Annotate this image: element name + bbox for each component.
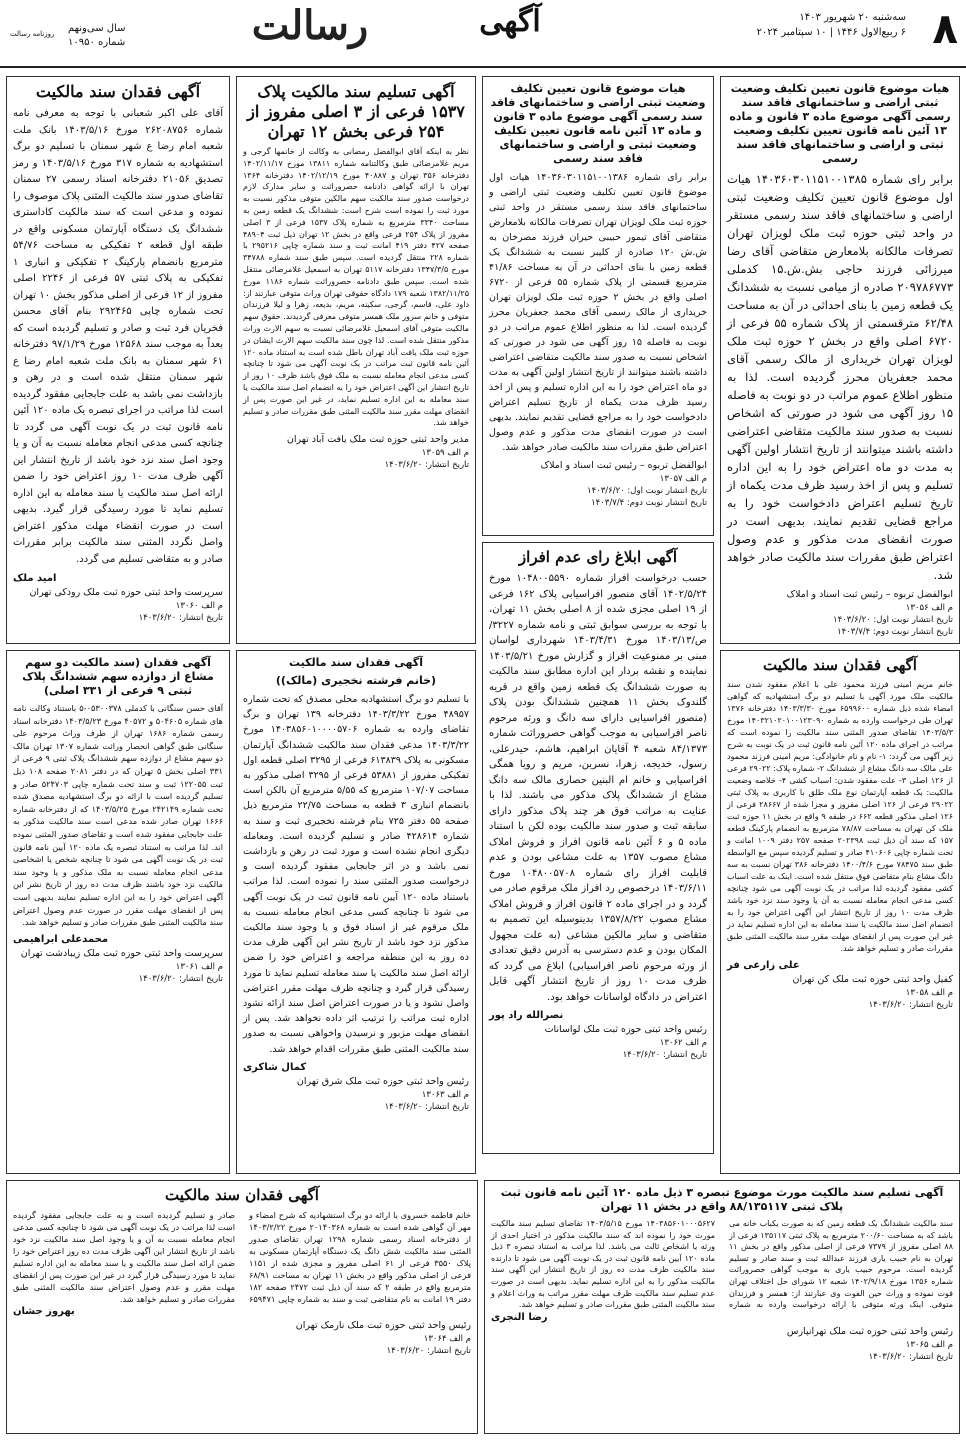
ad-title: هیات موضوع قانون تعیین تکلیف وضعیت ثبتی اراضی و ساختمانهای فاقد سند رسمی آگهی موضوع ماده ۳ قانون و ماده ۱۳ آئین نامه قانون تعیین تکلیف وضعیت ثبتی و اراضی و ساختمانهای فاقد سند رسمی [729, 82, 951, 165]
ad-date-1: تاریخ انتشار: ۱۴۰۳/۶/۲۰ [386, 1346, 471, 1356]
ad-registration-1 [720, 76, 960, 644]
ad-signer-name: نصرالله راد پور [489, 1010, 564, 1021]
newspaper-logo: رسالت [251, 2, 369, 49]
ad-date-1: تاریخ انتشار: ۱۴۰۳/۶/۲۰ [622, 1050, 707, 1060]
ad-body: برابر رای شماره ۱۴۰۳۶۰۳۰۱۱۵۱۰۰۱۳۸۶ هیات اول موضوع قانون تعیین تکلیف وضعیت ثبتی اراضی و ساختمانهای فاقد سند رسمی مستقر در واحد ثبتی حوزه ثبت ملک لویزان تهران تصرفات مالکانه بلامعارض متقاضی آقای تیمور حبیبی حیران فرزند مصرخان به ش.ش ۱۲۰ صادره از کلیبر نسبت به ششدانگ یک قطعه زمین با بنای احداثی در آن به مساحت ۴۱/۸۶ مترمربع قسمتی از پلاک شماره ۵۵ فرعی از ۶۷۲۰ اصلی واقع در بخش ۲ حوزه ثبت ملک لویزان تهران خریداری از مالک رسمی آقای محمد جعفریان محرز گردیده است. لذا به منظور اطلاع عموم مراتب در دو نوبت به فاصله ۱۵ روز آگهی می شود در صورتی که اشخاص نسبت به صدور سند مالکیت متقاضی اعتراضی داشته باشند میتوانند از تاریخ انتشار اولین آگهی به مدت دو ماه اعتراض خود را به این اداره تسلیم و پس از اخذ رسید ظرف مدت یکماه از تاریخ تسلیم اعتراض دادخواست خود را به مراجع قضایی تقدیم نمایند. بدیهی است در صورت انقضای مدت مذکور و عدم وصول اعتراض طبق مقررات سند مالکیت صادر خواهد شد. [489, 172, 708, 453]
ad-title: هیات موضوع قانون تعیین تکلیف وضعیت ثبتی اراضی و ساختمانهای فاقد سند رسمی آگهی موضوع ماده ۳ قانون و ماده ۱۳ آئین نامه قانون تعیین تکلیف وضعیت ثبتی و اراضی و ساختمانهای فاقد سند رسمی [490, 82, 706, 165]
date-other: ۶ ربیع‌الاول ۱۴۴۶ | ۱۰ سپتامبر ۲۰۲۴ [756, 27, 906, 38]
edition-year: سال سی‌ونهم [68, 23, 126, 34]
ad-signer: کفیل واحد ثبتی حوزه ثبت ملک کن تهران [792, 974, 953, 985]
page-header [0, 0, 966, 68]
ad-date-1: تاریخ انتشار: ۱۴۰۳/۶/۲۰ [868, 1000, 953, 1010]
publisher-logo: روزنامه رسالت [10, 30, 55, 38]
ad-id: م الف ۱۳۰۶۲ [659, 1038, 707, 1048]
ad-date-1: تاریخ انتشار نوبت اول: ۱۴۰۳/۶/۲۰ [833, 615, 953, 625]
ad-body: آقای حسن سنگانی با کدملی ۰۵۳۰۰۳۷۸-۵ باستناد وکالت نامه های شماره ۵۰۴۶۰۵ و ۴۰۵۷۲ مورخ ۱۴۰۳/۵/۲۳ دفترخانه اسناد رسمی شماره ۱۶۸۶ تهران از طرف وراث مرحوم علی سنگانی طبق گواهی انحصار وراثت شماره ۱۳۰۷ تهران مالک دو سهم مشاع از دوازده سهم ششدانگ پلاک ثبتی ۹ فرعی از ۳۳۱ اصلی بخش ۵ تهران که در دفتر ۲۰۸۱ صفحه ۱۰۸ ذیل ثبت ۱۲۲۰۵۵ ثبت و سند تحت شماره چاپی ۵۲۴۷۰۳ صادر و تسلیم گردیده است با ارائه دو برگ استشهادیه مصدق شده تحت شماره ۲۴۲۱۴۹ مورخ ۱۴۰۳/۵/۲۵ که از دفترخانه شماره ۱۶۶۶ تهران صادر شده مدعی است سند مالکیت مذکور به علت جابجایی مفقود شده است و تقاضای صدور المثنی نموده اند. لذا مراتب به استناد تبصره یک ماده ۱۲۰ آیین نامه قانون ثبت در یک نوبت آگهی می شود تا چنانچه شخص یا اشخاصی مدعی انجام معامله نسبت به ملک مذکور و یا وجود سند مالکیت نزد خود باشند ظرف مدت ده روز از تاریخ نشر این آگهی اعتراض خود را به این اداره تسلیم نمایند بدیهی است پس از انقضای مهلت مقرر در صورت عدم وصول اعتراض سند مالکیت المثنی طبق مقررات صادر و تسلیم خواهد شد. [13, 703, 224, 928]
ad-title-deed-delivery [236, 76, 476, 644]
ad-no-partition [482, 542, 714, 1154]
ad-signer: رئیس واحد ثبتی حوزه ثبت ملک تهرانپارس [786, 1325, 953, 1337]
ad-registration-2 [482, 76, 714, 536]
ad-signer: ابوالفضل تربوه – رئیس ثبت اسناد و املاک [786, 589, 953, 600]
ad-id: م الف ۱۳۰۶۵ [905, 1339, 953, 1350]
ad-body: حسب درخواست افراز شماره ۱۰۴۸۰۰۵۵۹۰ مورخ ۱۴۰۲/۵/۲۴ آقای منصور افراسیابی پلاک ۱۶۲ فرعی از ۱۹ اصلی مجزی شده از ۸ اصلی بخش ۱۱ تهران، با توجه به بررسی سوابق ثبتی و نامه شماره ۳۲۲۷/ص/۱۴۰۳/۱۳ مورخ ۱۴۰۳/۴/۳۱ شهرداری لواسان مبنی بر ممنوعیت افراز و گزارش مورخ ۱۴۰۳/۵/۲۱ نماینده و نقشه بردار این اداره مطابق سند مالکیت به صورت ششدانگ یک قطعه زمین واقع در قریه گلندوک بخش ۱۱ همچنین ششدانگ بودن پلاک (منصور افراسیابی دارای سه دانگ و ورثه مرحوم ناصر افراسیابی به موجب گواهی حصروراثت شماره ۸۴/۱۳۷۳ شعبه ۴ آقایان ابراهیم، هاشم، حیدرعلی، رسول، خدیجه، زهرا، نسرین، مریم و رویا همگی افراسیابی و خانم ام البنین حصاری مالک سه دانگ مشاع از ششدانگ پلاک مذکور می باشند. لذا با عنایت به مراتب فوق هر چند پلاک مذکور دارای سابقه ثبت و صدور سند مالکیت بوده لکن با استناد ماده ۵ و ۶ آئین نامه قانون افراز و فروش املاک مشاع مصوب ۱۳۵۷ به علت مشاعی بودن و عدم قابلیت افراز رای شماره ۱۰۴۸۰۰۵۷۰۸ مورخ ۱۴۰۳/۶/۱۱ درخصوص رد افراز ملک مرقوم صادر می گردد و در اجرای ماده ۲ قانون افراز و فروش املاک مشاع مصوب ۱۳۵۷/۸/۲۲ بدینوسیله این تصمیم به متقاضی و سایر مالکین مشاعی (به علت مجهول المکان بودن و عدم دسترسی به آدرس دقیق تعدادی از ورثه مرحوم ناصر افراسیابی) ابلاغ می گردد که ظرف مدت ۱۰ روز از تاریخ انتشار آگهی قابل اعتراض در دادگاه لواسانات خواهد بود. [489, 573, 708, 1003]
section-title: آگهی [479, 4, 541, 39]
ad-date-2: تاریخ انتشار نوبت دوم: ۱۴۰۳/۷/۴ [591, 498, 707, 508]
ad-signer: رئیس واحد ثبتی حوزه ثبت ملک نارمک تهران [295, 1320, 471, 1331]
ad-body: نظر به اینکه آقای ابوالفضل رمضانی به وکالت از خانمها گرجی و مریم غلامرضائی طبق وکالتنامه شماره ۱۳۸۱۱ مورخ ۱۴۰۲/۱۱/۱۷ دفترخانه ۳۵۶ تهران و ۴۰۸۸۷ مورخ ۱۴۰۲/۱۲/۱۹ دفترخانه ۱۳۶۴ تهران با ارائه گواهی دادنامه حصروراثت و سایر مدارک لازم درخواست صدور سند مالکیت سهم مالکین متوفی مذکور نسبت به مورد ثبت را نموده است شرح است: ششدانگ یک قطعه زمین به مساحت ۳۳۴۰ مترمربع به شماره پلاک ۱۵۳۷ فرعی از ۳ اصلی مفروز از پلاک ۲۵۴ فرعی واقع در بخش ۱۲ تهران ذیل ثبت ۴۸۹۰۴ صفحه ۴۲۷ دفتر ۴۱۹ امانت ثبت و سند شماره چاپی ۲۹۵۲۱۶ با شماره ۲۲۸ منتقل گردیده است. سپس طبق سند شماره ۳۴۷۸۸ مورخ ۱۳۴۷/۳/۵ دفترخانه ۵۱۱۷ تهران به اسمعیل غلامرضائی منتقل شده است. سپس طبق دادنامه حصروراثت شماره ۱۱۸۶ مورخ ۱۳۸۲/۱۱/۲۵ شعبه ۱۷۹ دادگاه حقوقی تهران وراث متوفی عبارتند از: داود علی، قاسم، گرجی، سکینه، مریم، بدیعه، زهرا و لیلا فرزندان متوفی و خانم سرور ملک همسر متوفی معرفی گردیدند. حقوق سهم مالکیت متوفی آقای اسمعیل غلامرضائی نسبت به سهم الارث وراث مذکور منتقل شده است. لذا چون سند مالکیت سهم الارث ایشان در حوزه ثبت ملک یافت آباد تهران باطل شده است به استناد ماده ۱۲۰ آئین نامه قانون ثبت مراتب در یک نوبت آگهی می شود تا چنانچه کسی مدعی انجام معامله نسبت به ملک فوق باشد ظرف ۱۰ روز از تاریخ انتشار این آگهی اعتراض خود را به انضمام اصل سند مالکیت یا سند معامله به این اداره تسلیم نماید، در غیر این صورت پس از انقضای مهلت مقرر سند مالکیت المثنی طبق مقررات صادر و تسلیم خواهد شد. [243, 147, 470, 428]
edition-info [68, 22, 125, 50]
ad-subtitle: (خانم فرشته نخجیری (مالک)) [275, 674, 437, 687]
ad-body: برابر رای شماره ۱۴۰۳۶۰۳۰۱۱۵۱۰۰۱۳۸۵ هیات اول موضوع قانون تعیین تکلیف وضعیت ثبتی اراضی و ساختمانهای فاقد سند رسمی مستقر در واحد ثبتی حوزه ثبت ملک لویزان تهران تصرفات مالکانه بلامعارض متقاضی آقای رضا میرزائی فرزند حاجی بش.ش.۱۵ کدملی ۲۰۹۷۸۶۷۷۳ صادره از میامی نسبت به ششدانگ یک قطعه زمین با بنای احداثی در آن به مساحت ۶۲/۴۸ مترقسمتی از پلاک شماره ۵۵ فرعی از ۶۷۲۰ اصلی واقع در بخش ۲ حوزه ثبت ملک لویزان تهران خریداری از مالک رسمی آقای محمد جعفریان محرز گردیده است. لذا به منظور اطلاع عموم مراتب در دو نوبت به فاصله ۱۵ روز آگهی می شود در صورتی که اشخاص نسبت به صدور سند مالکیت متقاضی اعتراضی داشته باشند میتوانند از تاریخ انتشار اولین آگهی به مدت دو ماه اعتراض خود را به این اداره تسلیم و پس از اخذ رسید ظرف مدت یکماه از تاریخ تسلیم اعتراض دادخواست خود را به مراجع قضایی تقدیم نمایند. بدیهی است در صورت انقضای مدت مذکور و عدم وصول اعتراض طبق مقررات سند مالکیت صادر خواهد شد. [727, 172, 953, 582]
page-number: ۸ [932, 4, 958, 53]
ad-lost-deed-5 [6, 1180, 478, 1434]
ad-lost-deed-4 [6, 650, 230, 1174]
ad-date-1: تاریخ انتشار: ۱۴۰۳/۶/۲۰ [868, 1351, 953, 1362]
ad-signer-name: بهروز جشان [13, 1306, 75, 1317]
ad-title: آگهی فقدان سند مالکیت [35, 82, 201, 101]
ad-body: خانم مریم امینی فرزند محمود علی با اعلام مفقود شدن سند مالکیت ملک مورد آگهی با تسلیم دو برگ استشهادیه که گواهی امضاء شده ذیل شماره ۶۵۹۹۶۰۰ مورخ ۱۴۰۳/۳/۳۰ دفترخانه ۱۳۷۶ تهران طی درخواست وارده به شماره ۱۴۰۳۲۱۰۲۰۱۰۰۱۲۳۰۹۰ مورخ ۱۴۰۳/۵/۳ تقاضای صدور المثنی سند مالکیت را نموده است که مراتب در اجرای ماده ۱۲۰ آئین نامه قانون ثبت در یک نوبت به شرح زیر آگهی می گردد: ۱- نام و نام خانوادگی: مریم امینی فرزند محمود علی مالک سه دانگ مشاع از ششدانگ ۲- شماره پلاک: ۲۹۰۲۲ فرعی از ۱۲۶ اصلی ۳- علت مفقود شدن: اسباب کشی ۴- خلاصه وضعیت مالکیت: یک قطعه آپارتمان نوع ملک طلق با کاربری به پلاک ثبتی ۲۹۰۲۲ فرعی از ۱۲۶ اصلی مفروز و مجزا شده از ۲۸۶۶۷ فرعی از ۱۲۶ اصلی مذکور قطعه ۶۶۲ در طبقه ۹ واقع در بخش ۱۱ حوزه ثبت ملک کن تهران به مساحت ۷۸/۸۷ مترمربع به انضمام پارکینگ قطعه ۱۵۷ که سند آن ذیل ثبت ۲۰۲۳۹۸ صفحه ۲۵۷ دفتر ۱۰۰۹ امانت و تحت شماره چاپی ۴۱۰۶۰۶ صادر و تسلیم گردیده سپس مع الواسطه طبق سند ۷۸۴۷۵ مورخ ۱۴۰۰/۴/۶ دفترخانه ۳۸۶ تهران نسبت به سه دانگ مشاع بنام متقاضی فوق منتقل شده است. اینک به علت اسباب کشی مفقود گردیده لذا مراتب در یک نوبت آگهی می شود چنانچه کسی مدعی انجام معامله نسبت به آن یا وجود سند نزد خود باشد ظرف مدت ۱۰ روز از تاریخ انتشار این آگهی اعتراض خود را به انضمام اصل سند مالکیت یا سند معامله به این اداره تسلیم نماید در غیر این صورت پس از انقضای مهلت مقرر سند مالکیت المثنی طبق مقررات صادر و تسلیم خواهد شد. [727, 680, 954, 953]
ad-signer-name: محمدعلی ابراهیمی [13, 933, 109, 945]
ad-body: آقای علی اکبر شعبانی با توجه به معرفی نامه شماره ۲۶۲۰۸۷۵۶ مورخ ۱۴۰۳/۵/۱۶ بانک ملت شعبه امام رضا ع شهر سمنان با تسلیم دو برگ استشهادیه به شماره ۳۱۷ مورخ ۱۴۰۳/۵/۱۶ و رمز تصدیق ۲۱۰۵۶ دفترخانه اسناد رسمی ۲۷ سمنان تقاضای صدور سند مالکیت المثنی پلاک موصوف را نموده و مدعی است که سند مالکیت کاداستری ششدانگ یک دستگاه آپارتمان مسکونی واقع در طبقه اول قطعه ۲ تفکیکی به مساحت ۵۴/۷۶ مترمربع بانضمام پارکینگ ۲ تفکیکی و انباری ۱ تفکیکی به پلاک ثبتی ۵۷ فرعی از ۲۲۴۶ اصلی مفروز از ۱۲ فرعی از اصلی مذکور بخش ۱۰ تهران تحت شماره چاپی ۲۹۲۴۶۵ بنام آقای محسن فخریان فرد ثبت و صادر و تسلیم گردیده است که بعداً به موجب سند ۱۲۵۶۸ مورخ ۹۷/۱/۲۹ دفترخانه ۶۱ شهر سمنان به بانک ملت شعبه امام رضا ع شهر سمنان منتقل شده است و در رهن و بازداشت نمی باشد به علت جابجایی مفقود گردیده است لذا مراتب در اجرای تبصره یک ماده ۱۲۰ آئین نامه قانون ثبت در یک نوبت آگهی می گردد تا چنانچه کسی مدعی انجام معامله نسبت به آن و یا وجود اصل سند نزد خود باشد از تاریخ انتشار این آگهی ظرف مدت ۱۰ روز اعتراض خود را ضمن ارائه اصل سند مالکیت یا سند معامله به این اداره تسلیم نماید تا مورد رسیدگی قرار گیرد. بدیهی است در صورت انقضاء مهلت مذکور اعتراض واصل نگردد المثنی سند مالکیت برابر مقررات صادر و به متقاضی تسلیم می گردد. [13, 108, 224, 565]
ad-date-1: تاریخ انتشار: ۱۴۰۳/۶/۲۰ [384, 1101, 469, 1112]
ad-title: آگهی ابلاغ رای عدم افراز [518, 548, 678, 566]
ad-id: م الف ۱۳۰۵۷ [659, 474, 707, 484]
ad-title: آگهی فقدان سند مالکیت [165, 1186, 319, 1204]
ad-date-1: تاریخ انتشار: ۱۴۰۳/۶/۲۰ [138, 973, 223, 984]
ad-lost-deed-1 [6, 76, 230, 644]
ad-id: م الف ۱۳۰۶۱ [175, 961, 223, 972]
ad-body: با تسلیم دو برگ استشهادیه محلی مصدق که تحت شماره ۴۸۹۵۷ مورخ ۱۴۰۳/۳/۲۲ دفترخانه ۱۳۹ تهران و برگ تقاضای وارده به شماره ۱۴۰۳۸۵۶۰۱۰۰۰۰۵۷۰۶ مورخ ۱۴۰۳/۳/۲۲ مدعی فقدان سند مالکیت ششدانگ آپارتمان مسکونی به پلاک ۶۱۳۸۳۹ فرعی از ۳۲۹۵ اصلی قطعه اول تفکیکی مفروز از ۵۳۸۸۱ فرعی از ۳۲۹۵ اصلی مذکور به مساحت ۱۰۷/۰۷ مترمربع که ۵/۵۵ مترمربع آن بالکن است بانضمام انباری ۳ قطعه به مساحت ۲۲/۷۵ مترمربع ذیل صفحه ۵۵ دفتر ۷۲۵ بنام فرشته نخجیری ثبت و سند به شماره ۴۲۸۶۱۴ صادر و تسلیم گردیده است. ومعامله دیگری انجام نشده است و مورد ثبت در رهن و بازداشت نمی باشد و در اثر جابجایی مفقود گردیده است و درخواست صدور المثنی سند را نموده است. لذا مراتب باستناد ماده ۱۲۰ آیین نامه قانون ثبت در یک نوبت آگهی می شود تا چنانچه کسی مدعی انجام معامله نسبت به ملک مرقوم غیر از اسناد فوق و یا وجود سند مالکیت مذکور نزد خود باشد از تاریخ نشر این آگهی ظرف مدت ده روز به این منطقه مراجعه و اعتراض خود را ضمن ارائه اصل سند مالکیت یا سند معامله تسلیم نماید تا مورد رسیدگی قرار گیرد و چنانچه ظرف مهلت مقرر اعتراضی واصل نشود و یا در صورت اعتراض اصل سند ارائه نشود اداره ثبت مراتب را ترتیب اثر داده نخواهد شد. پس از انقضای مهلت مزبور و نرسیدن واخواهی نسبت به صدور سند مالکیت المثنی طبق مقررات اقدام خواهد شد. [243, 694, 470, 1055]
ad-signer: رئیس واحد ثبتی حوزه ثبت ملک شرق تهران [296, 1075, 469, 1087]
ad-id: م الف ۱۳۰۵۶ [905, 603, 953, 613]
ad-signer-name: کمال شاکری [243, 1061, 307, 1073]
ad-id: م الف ۱۳۰۶۴ [423, 1334, 471, 1344]
ad-signer-name: امید ملک [13, 573, 57, 584]
ad-signer: رئیس واحد ثبتی حوزه ثبت ملک لواسانات [544, 1024, 707, 1035]
ad-signer-name: رضا النجری [491, 1311, 548, 1323]
ad-id: م الف ۱۳۰۶۰ [175, 601, 223, 611]
ad-lost-deed-3 [236, 650, 476, 1174]
ad-date-2: تاریخ انتشار نوبت دوم: ۱۴۰۳/۷/۴ [837, 627, 953, 637]
ad-id: م الف ۱۳۰۶۳ [421, 1089, 469, 1100]
ad-date-1: تاریخ انتشار: ۱۴۰۳/۶/۲۰ [138, 613, 223, 623]
ad-body: سند مالکیت ششدانگ یک قطعه زمین که به صورت یکباب خانه می باشد که به مساحت ۲۰۰/۶۰ مترمربع به پلاک ثبتی ۱۳۵۱۱۷ فرعی از ۸۸ اصلی مفروز از ۷۳۷۹ فرعی از اصلی مذکور واقع در بخش ۱۱ تهران به نام حبیب یاری فرزند عبدالله ثبت و سند صادر و تسلیم گردیده است. مرحوم حبیب یاری به موجب گواهی حصروراثت شماره ۱۳۵۶ مورخ ۱۴۰۲/۹/۱۸ شعبه ۱۲ شورای حل اختلاف تهران فوت نموده و وراث حین الفوت وی عبارتند از: همسر و فرزندان متوفی. اینک ورثه متوفی با ارائه درخواست وارده به شماره ۱۴۰۳۸۵۶۰۱۰۰۰۵۶۲۷ مورخ ۱۴۰۳/۵/۱۵ تقاضای تسلیم سند مالکیت مورث خود را نموده اند که سند مالکیت مذکور در اختیار احدی از ورثه یا اشخاص ثالث می باشد. لذا مراتب به استناد تبصره ۳ ذیل ماده ۱۲۰ آیین نامه قانون ثبت در یک نوبت آگهی می شود تا دارنده سند مالکیت ظرف مدت ده روز از تاریخ انتشار این آگهی سند مالکیت مذکور را به این اداره تسلیم نماید. بدیهی است در صورت عدم تسلیم سند مالکیت ظرف مهلت مقرر مراتب به وراث اعلام و سند مالکیت المثنی طبق مقررات صادر و تسلیم خواهد شد. [491, 1219, 953, 1310]
ad-body: خانم فاطمه خسروی با ارائه دو برگ استشهادیه که شرح امضاء و مهر آن گواهی شده است به شماره ۲۰۱۴۰۳۶۸ مورخ ۱۴۰۳/۲/۲۲ از دفترخانه اسناد رسمی شماره ۱۲۹۸ تهران تقاضای صدور المثنی سند مالکیت شش دانگ یک دستگاه آپارتمان مسکونی به پلاک ۳۵۵۰ فرعی از ۶۱ اصلی مفروز و مجزی شده از ۱۱۵۱ فرعی از اصلی مذکور واقع در بخش ۱۱ تهران به مساحت ۶۸/۹۱ مترمربع واقع در طبقه ۲ که سند آن ذیل ثبت ۲۴۷۲ صفحه ۱۸۲ دفتر ۱۹ امانت به نام متقاضی ثبت و سند به شماره چاپی ۶۵۹۴۷۱ صادر و تسلیم گردیده است و به علت جابجایی مفقود گردیده است لذا مراتب در یک نوبت آگهی می شود تا چنانچه کسی مدعی انجام معامله نسبت به آن و یا وجود اصل سند مالکیت نزد خود باشد از تاریخ انتشار این آگهی ظرف مدت ده روز اعتراض خود را ضمن ارائه اصل سند مالکیت و یا سند معامله به این اداره تسلیم نماید تا مورد رسیدگی قرار گیرد در غیر این صورت پس از انقضای مهلت مقرر و عدم وصول اعتراض سند مالکیت المثنی طبق مقررات صادر و تسلیم خواهد شد. [13, 1210, 472, 1304]
ad-title: آگهی فقدان (سند مالکیت دو سهم مشاع از دوازده سهم ششدانگ پلاک ثبتی ۹ فرعی از ۳۳۱ اصلی) [22, 656, 214, 697]
ad-title: آگهی فقدان سند مالکیت [763, 656, 917, 674]
ad-date-1: تاریخ انتشار: ۱۴۰۳/۶/۲۰ [384, 460, 469, 471]
edition-number: شماره ۱۰۹۵۰ [68, 37, 126, 48]
ad-id: م الف ۱۳۰۵۹ [421, 448, 469, 459]
ad-title: آگهی فقدان سند مالکیت [289, 656, 423, 669]
date-persian: سه‌شنبه ۲۰ شهریور ۱۴۰۳ [799, 12, 906, 23]
ad-title: آگهی تسلیم سند مالکیت پلاک ۱۵۳۷ فرعی از ۳ اصلی مفروز از ۲۵۴ فرعی بخش ۱۲ تهران [247, 82, 465, 141]
ad-signer: ابوالفضل تربوه – رئیس ثبت اسناد و املاک [540, 460, 707, 471]
ad-date-1: تاریخ انتشار نوبت اول: ۱۴۰۳/۶/۲۰ [587, 486, 707, 496]
ad-signer: سرپرست واحد ثبتی حوزه ثبت ملک زیبادشت تهران [20, 947, 223, 959]
ad-heir-deed-delivery [484, 1180, 960, 1434]
ad-signer-name: علی زارعی فر [727, 960, 800, 971]
ad-signer: سرپرست واحد ثبتی حوزه ثبت ملک رودکی تهران [29, 587, 223, 598]
ad-id: م الف ۱۳۰۵۸ [905, 988, 953, 998]
issue-date [757, 10, 906, 40]
ad-lost-deed-2 [720, 650, 960, 1174]
ad-signer: مدیر واحد ثبتی حوزه ثبت ملک یافت آباد تهران [286, 434, 469, 446]
ad-title: آگهی تسلیم سند مالکیت مورث موضوع تبصره ۳ ذیل ماده ۱۲۰ آئین نامه قانون ثبت پلاک ثبتی ۸۸/۱۳۵۱۱۷ واقع در بخش ۱۱ تهران [500, 1186, 944, 1213]
